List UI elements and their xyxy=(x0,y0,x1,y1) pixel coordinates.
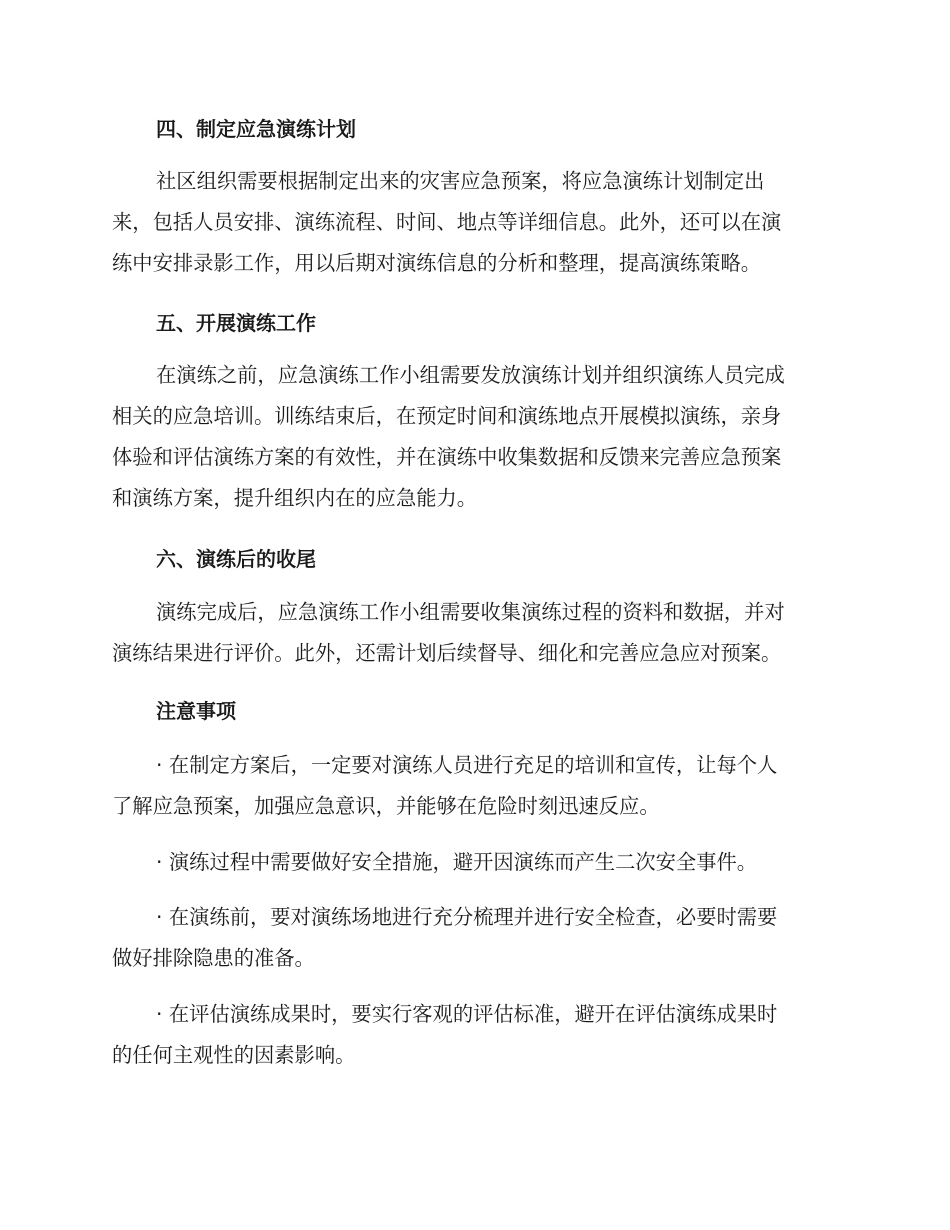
paragraph-line: 演练结果进行评价。此外，还需计划后续督导、细化和完善应急应对预案。 xyxy=(112,641,782,665)
note-line: · 在制定方案后，一定要对演练人员进行充足的培训和宣传，让每个人 xyxy=(156,753,778,777)
section-heading-6: 六、演练后的收尾 xyxy=(156,547,316,571)
note-line: · 在评估演练成果时，要实行客观的评估标准，避开在评估演练成果时 xyxy=(156,1002,778,1026)
paragraph-line: 和演练方案，提升组织内在的应急能力。 xyxy=(112,486,478,510)
notes-heading: 注意事项 xyxy=(156,699,236,723)
note-line: 了解应急预案，加强应急意识，并能够在危险时刻迅速反应。 xyxy=(112,794,660,818)
section-paragraph-5 xyxy=(112,355,832,519)
paragraph-line: 社区组织需要根据制定出来的灾害应急预案，将应急演练计划制定出 xyxy=(156,169,765,193)
note-item xyxy=(112,842,832,883)
paragraph-line: 演练完成后，应急演练工作小组需要收集演练过程的资料和数据，并对 xyxy=(156,600,785,624)
note-item xyxy=(112,745,832,827)
note-line: · 演练过程中需要做好安全措施，避开因演练而产生二次安全事件。 xyxy=(156,850,758,874)
note-line: · 在演练前，要对演练场地进行充分梳理并进行安全检查，必要时需要 xyxy=(156,905,778,929)
paragraph-line: 体验和评估演练方案的有效性，并在演练中收集数据和反馈来完善应急预案 xyxy=(112,445,782,469)
note-line: 做好排除隐患的准备。 xyxy=(112,946,315,970)
note-line: 的任何主观性的因素影响。 xyxy=(112,1043,356,1067)
section-heading-4: 四、制定应急演练计划 xyxy=(156,117,356,141)
section-paragraph-4 xyxy=(112,161,832,284)
note-item xyxy=(112,897,832,979)
paragraph-line: 在演练之前，应急演练工作小组需要发放演练计划并组织演练人员完成 xyxy=(156,363,785,387)
paragraph-line: 相关的应急培训。训练结束后，在预定时间和演练地点开展模拟演练，亲身 xyxy=(112,404,782,428)
section-paragraph-6 xyxy=(112,592,832,674)
section-heading-5: 五、开展演练工作 xyxy=(156,311,316,335)
paragraph-line: 来，包括人员安排、演练流程、时间、地点等详细信息。此外，还可以在演 xyxy=(112,210,782,234)
paragraph-line: 练中安排录影工作，用以后期对演练信息的分析和整理，提高演练策略。 xyxy=(112,251,762,275)
note-item xyxy=(112,994,832,1076)
